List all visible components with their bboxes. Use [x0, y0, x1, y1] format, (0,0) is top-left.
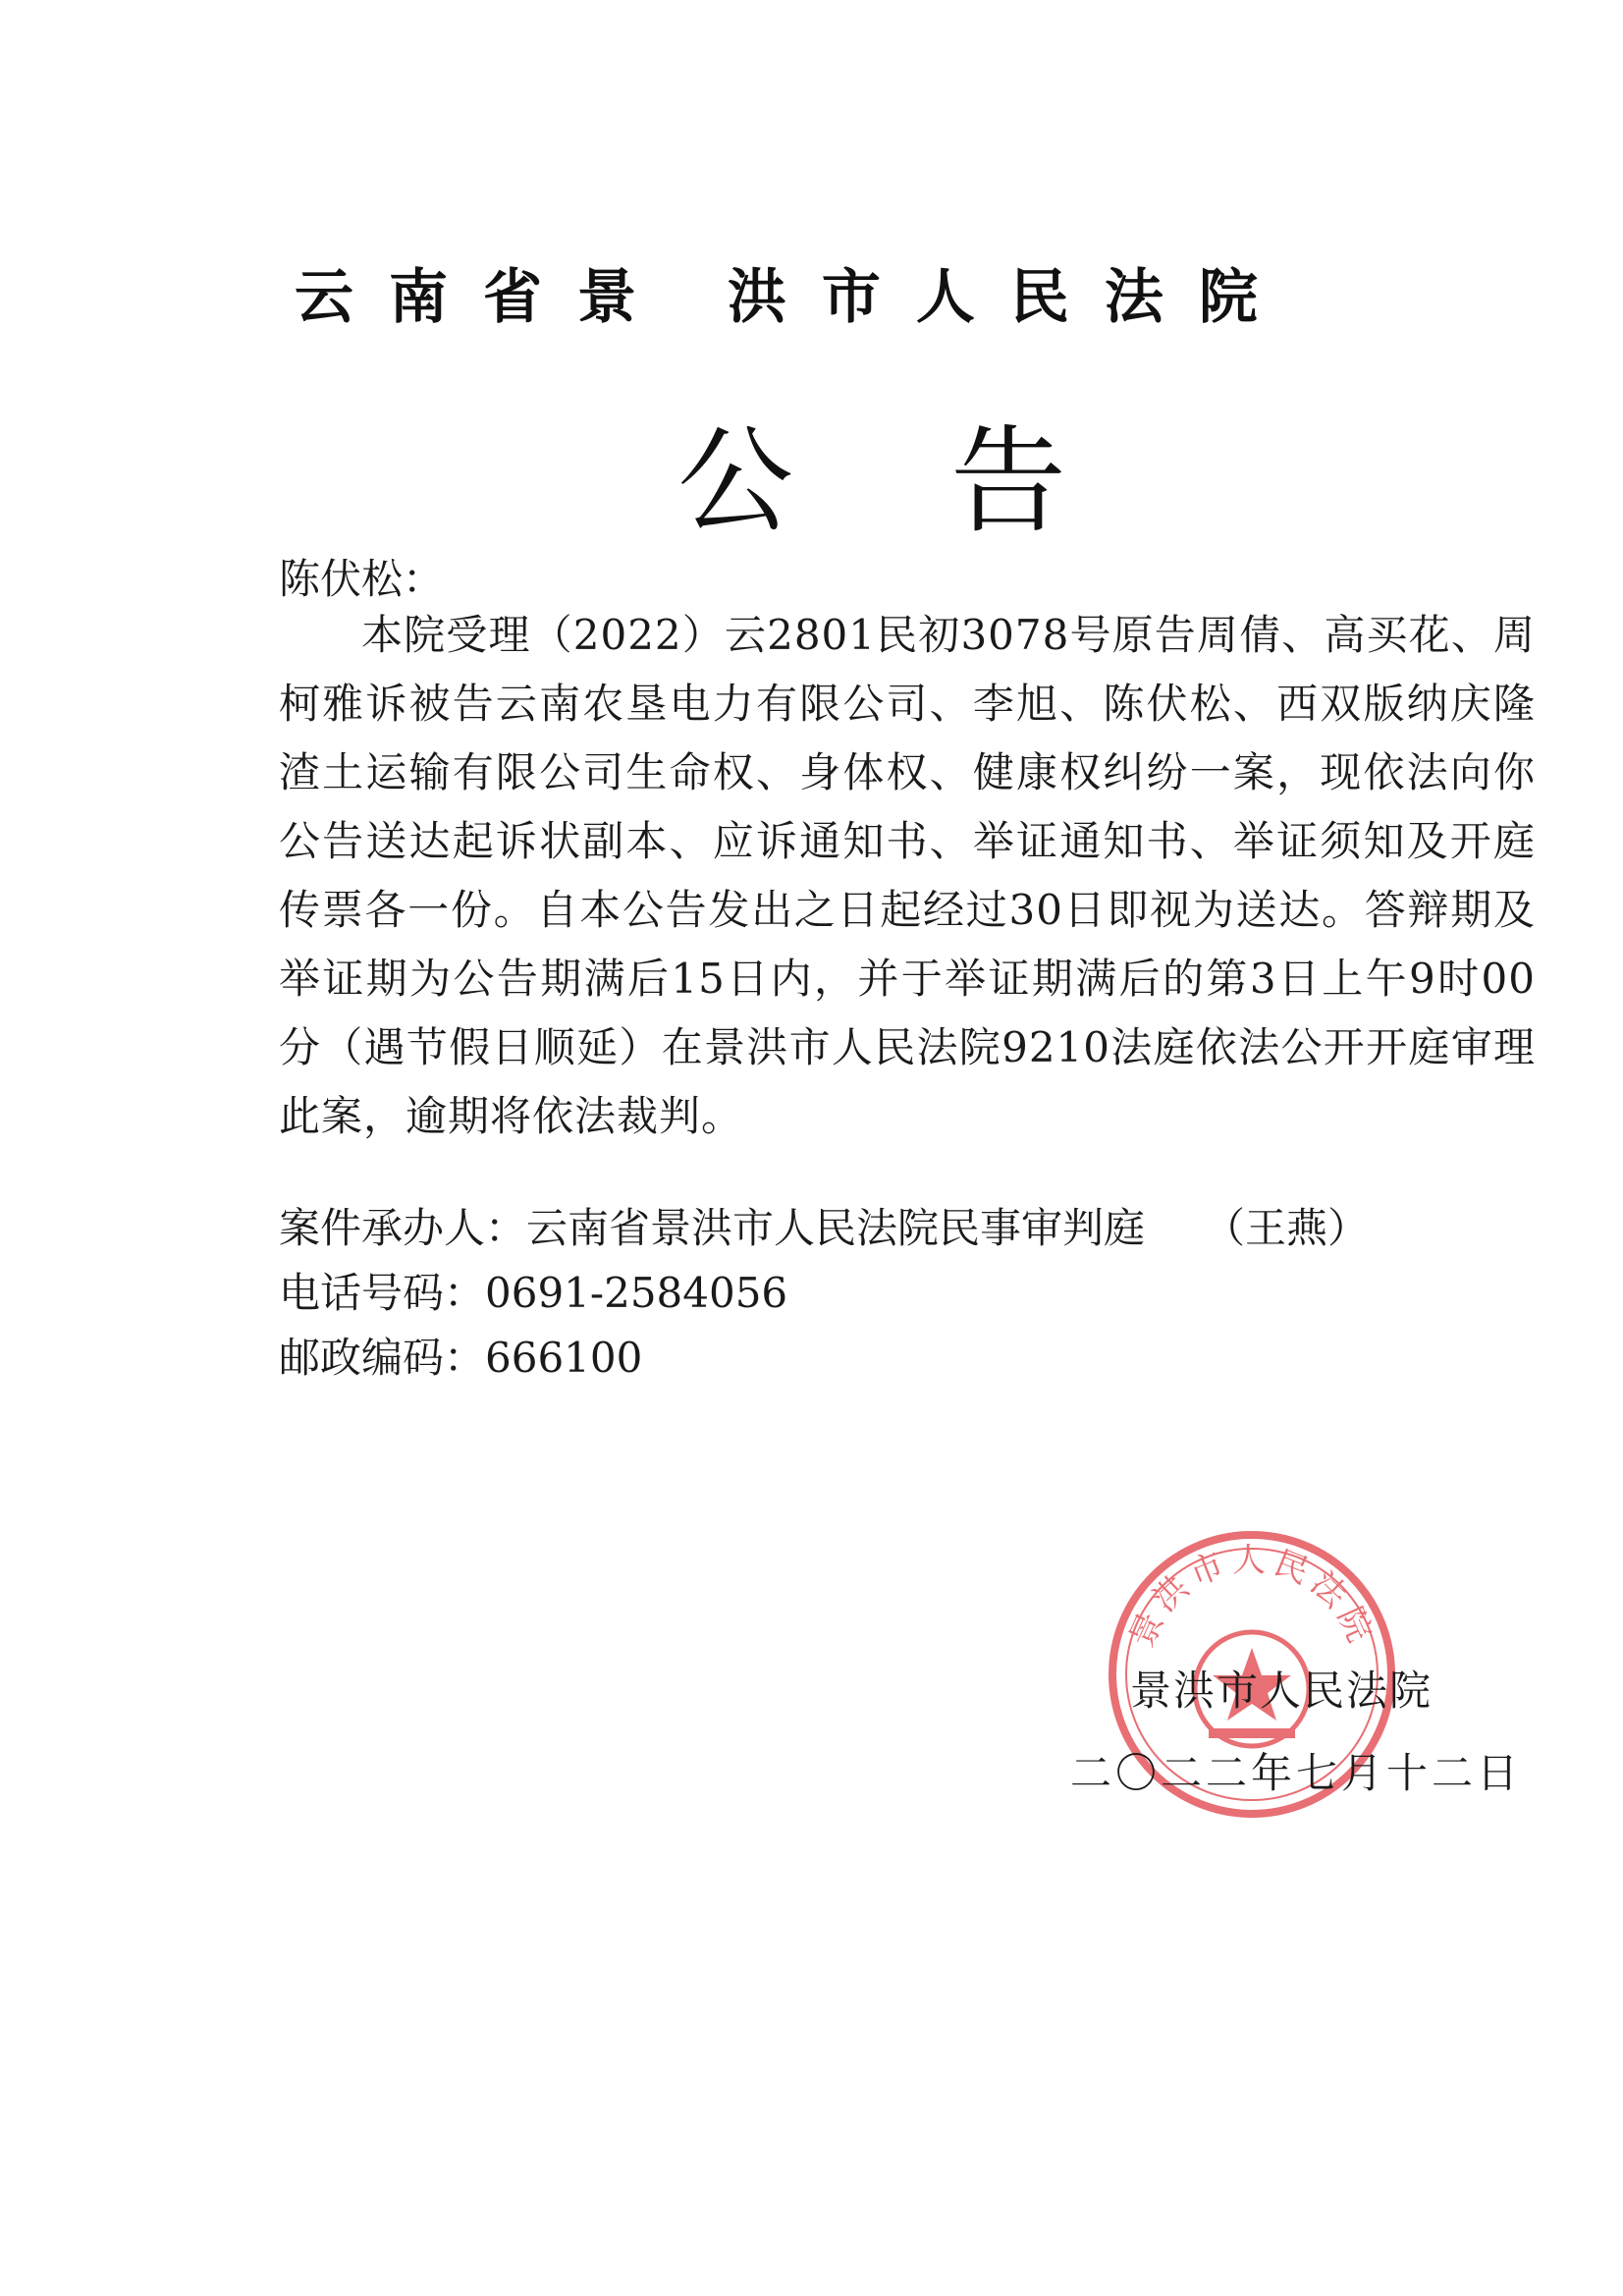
postcode-label: 邮政编码： [279, 1334, 486, 1382]
handler-name: （王燕） [1204, 1204, 1370, 1252]
notice-body: 本院受理（2022）云2801民初3078号原告周倩、高买花、周柯雅诉被告云南农垦电力有限公司、李旭、陈伏松、西双版纳庆隆渣土运输有限公司生命权、身体权、健康权纠纷一案，现依法向你公告送达起诉状副本、应诉通知书、举证通知书、举证须知及开庭传票各一份。自本公告发出之日起经过30日即视为送达。答辩期及举证期为公告期满后15日内，并于举证期满后的第3日上午9时00分（遇节假日顺延）在景洪市人民法院9210法庭依法公开开庭审理此案，逾期将依法裁判。 [279, 611, 1536, 1140]
phone-label: 电话号码： [279, 1269, 486, 1317]
court-name-heading: 云南省景 洪市人民法院 [295, 263, 1293, 332]
phone-row [279, 1261, 1369, 1326]
phone-value: 0691-2584056 [485, 1269, 788, 1317]
notice-title: 公告 [677, 413, 1224, 549]
handler-value: 云南省景洪市人民法院民事审判庭 [526, 1204, 1146, 1252]
postcode-row [279, 1326, 1369, 1391]
handler-row [279, 1196, 1369, 1261]
signature-date: 二〇二二年七月十二日 [1070, 1749, 1523, 1797]
signature-court: 景洪市人民法院 [1129, 1667, 1433, 1715]
seal-arc-text: 景洪市人民法院 [1121, 1541, 1382, 1654]
contact-info [279, 1196, 1369, 1391]
postcode-value: 666100 [485, 1334, 643, 1382]
addressee: 陈伏松： [279, 555, 445, 603]
signature-block [1070, 1650, 1523, 1815]
handler-label: 案件承办人： [279, 1204, 527, 1252]
